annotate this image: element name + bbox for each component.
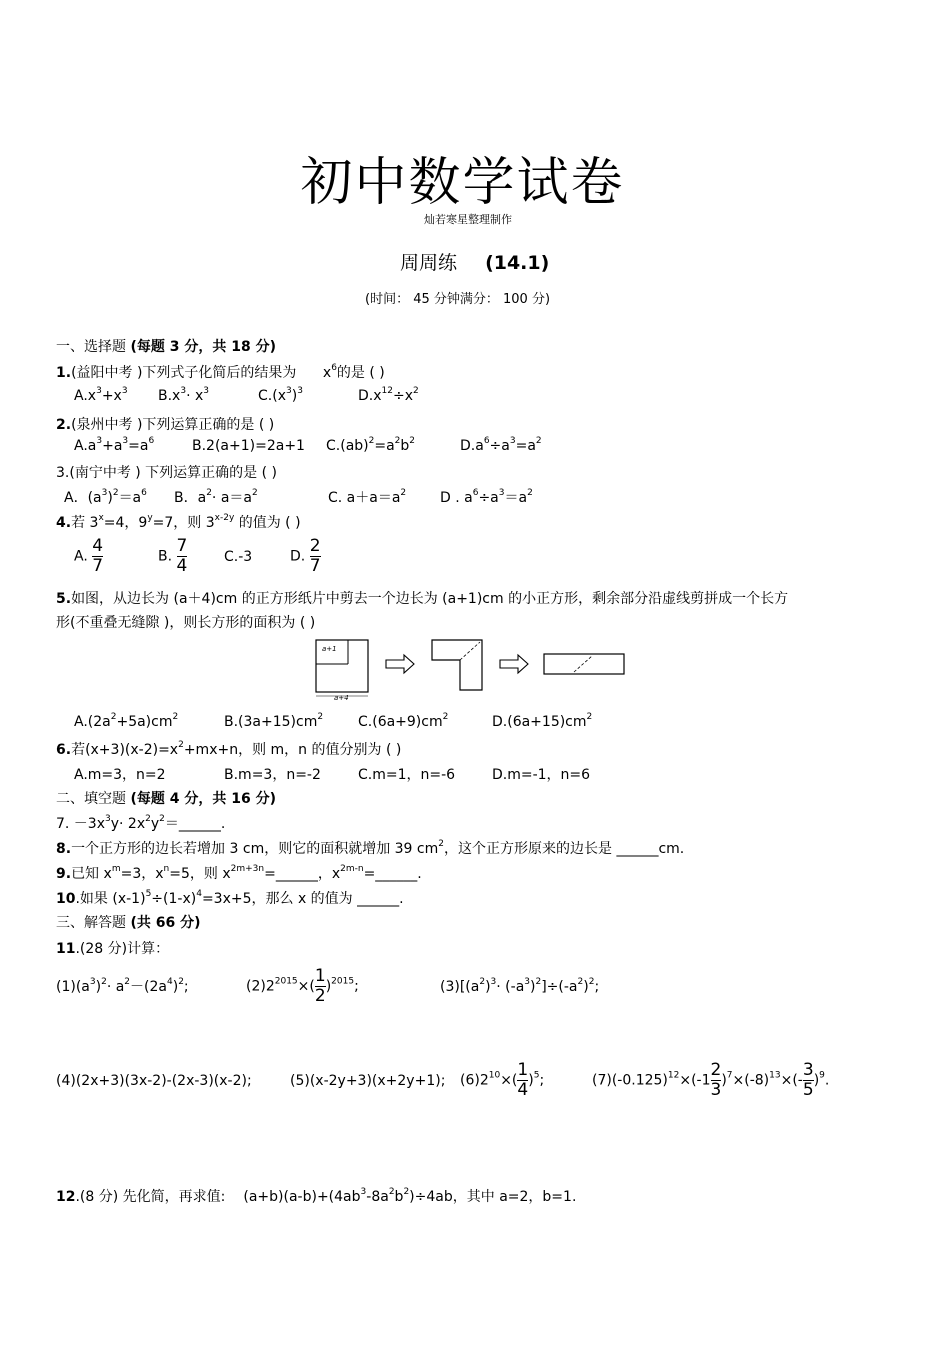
question-3: [56, 462, 277, 482]
arrow-icon: [386, 655, 414, 673]
question-number: 7.: [56, 816, 70, 832]
question-number: 2.: [56, 417, 72, 433]
section-label: 三、解答题: [56, 915, 131, 931]
question-number: 3.: [56, 465, 70, 481]
question-7: [56, 813, 225, 833]
option-c: C.m=1，n=-6: [358, 767, 456, 783]
question-number: 9.: [56, 866, 72, 882]
option-a: A．$(a^3)^2=a^6$: [64, 488, 147, 506]
question-number: 4.: [56, 515, 72, 531]
label-small-side: a+1: [322, 645, 337, 653]
question-5-options: [74, 714, 592, 730]
option-c: $C.(x^3)^3$: [258, 386, 303, 404]
option-d: D. $\frac{2}{7}$: [290, 536, 321, 576]
question-text: (泉州中考 )下列运算正确的是 ( ): [71, 417, 275, 433]
sub-question-1: $(1)(a^3)^2\cdot a^2-(2a^4)^2$;: [56, 976, 189, 995]
exam-code: (14.1): [485, 252, 550, 274]
sub-question-5: (5)(x-2y+3)(x+2y+1);: [290, 1072, 446, 1089]
question-text: 如图，从边长为 (a＋4)cm 的正方形纸片中剪去一个边长为 (a+1)cm 的小正方形，剩余部分沿虚线剪拼成一个长方: [71, 591, 789, 607]
question-number: 5.: [56, 591, 72, 607]
question-text: 若: [71, 742, 86, 758]
option-a: $A.x^3+x^3$: [74, 386, 128, 404]
question-text: .如果: [75, 891, 108, 907]
question-number: 10: [56, 891, 76, 907]
option-b: $B.x^3\cdot x^3$: [158, 386, 209, 404]
question-number: 8.: [56, 841, 72, 857]
dashed-cut-line: [460, 642, 480, 660]
option-c: C.-3: [224, 548, 253, 565]
dashed-line: [574, 656, 592, 672]
square-cut-figure: [312, 636, 628, 702]
question-text: (南宁中考 ) 下列运算正确的是 ( ): [69, 465, 278, 481]
option-a: $A.a^3+a^3=a^6$: [74, 436, 155, 454]
formula: $(a+b)(a-b)+(4ab^3-8a^2b^2)\div 4ab$: [243, 1187, 453, 1205]
option-a: A. $\frac{4}{7}$: [74, 536, 104, 576]
question-6-options: [74, 764, 590, 784]
sub-question-4: (4)(2x+3)(3x-2)-(2x-3)(x-2);: [56, 1072, 252, 1089]
question-9: [56, 863, 422, 883]
exam-heading: [400, 248, 549, 275]
question-5-line2: 形(不重叠无缝隙 )，则长方形的面积为 ( ): [56, 615, 316, 631]
option-d: $D.a^6\div a^3=a^2$: [460, 436, 542, 454]
option-c: $C.(ab)^2=a^2b^2$: [326, 436, 416, 454]
question-text: 若: [71, 515, 86, 531]
option-b: B.m=3，n=-2: [224, 767, 321, 783]
section-points: (每题 4 分，共 16 分): [130, 791, 276, 807]
question-2-options: [74, 438, 542, 454]
question-number: 6.: [56, 742, 72, 758]
formula: $x^6$: [322, 363, 337, 381]
question-1: [56, 362, 385, 382]
sub-question-7: $(7)(-0.125)^{12}\times(-1$ $\frac{2}{3}$ )$^7\times(-8)^{13}\times(-$ $\frac{3}{5}$ )$^9$.: [592, 1060, 830, 1100]
option-d: $D.(6a+15)cm^2$: [492, 712, 593, 730]
section-choice: [56, 336, 276, 356]
question-number: 1.: [56, 365, 72, 381]
exam-name: 周周练: [400, 252, 458, 274]
question-number: 12: [56, 1189, 76, 1205]
section-fill-in: [56, 788, 276, 808]
option-d: D.m=-1，n=6: [492, 767, 591, 783]
option-d: $D.x^{12}\div x^2$: [358, 386, 419, 404]
question-11: [56, 938, 169, 958]
question-tail: ，这个正方形原来的边长是 ______cm.: [444, 841, 685, 857]
section-points: (每题 3 分，共 18 分): [130, 339, 276, 355]
option-c: C. $a+a=a^2$: [328, 488, 407, 506]
question-number: 11: [56, 941, 76, 957]
sub-question-6: $(6)2^{10}\times$( $\frac{1}{4}$ )$^5$;: [460, 1060, 545, 1100]
formula: $(x+3)(x-2)=x^2+mx+n$，则 m，n 的值分别为 ( ): [85, 740, 402, 758]
option-b: B.2(a+1)=2a+1: [192, 438, 305, 454]
question-tail: 的是 ( ): [336, 365, 385, 381]
question-3-options: [64, 487, 533, 507]
label-big-side: a+4: [334, 694, 349, 702]
section-label: 一、选择题: [56, 339, 131, 355]
l-shape: [432, 640, 482, 690]
question-text: 一个正方形的边长若增加 3 cm，则它的面积就增加 39 cm: [71, 841, 439, 857]
question-6: [56, 739, 401, 759]
formula: $-3x^3y\cdot 2x^2y^2$: [69, 814, 165, 832]
result-rectangle: [544, 654, 624, 674]
option-b: B. $\frac{7}{4}$: [158, 536, 188, 576]
question-5: [56, 588, 788, 608]
option-c: $C.(6a+9)cm^2$: [358, 712, 449, 730]
question-text: 已知: [71, 866, 100, 882]
question-11-row2: [56, 1062, 829, 1099]
option-d: D . $a^6\div a^3=a^2$: [440, 488, 533, 506]
question-text: .(8 分) 先化简，再求值:: [75, 1189, 226, 1205]
question-12: [56, 1186, 576, 1206]
option-a: $A.(2a^2+5a)cm^2$: [74, 712, 179, 730]
page-title: 初中数学试卷: [300, 153, 625, 213]
formula: $(x-1)^5\div(1-x)^4=3x+5$，那么 x 的值为 ______.: [107, 889, 404, 907]
arrow-icon: [500, 655, 528, 673]
option-b: $B.(3a+15)cm^2$: [224, 712, 324, 730]
section-solve: [56, 912, 200, 932]
formula: $3^x=4$，$9^y=7$，则 $3^{x-2y}$ 的值为 ( ): [89, 513, 301, 531]
sub-question-2: $(2)2^{2015}\times$( $\frac{1}{2}$ )$^{2015}$;: [246, 966, 359, 1006]
section-label: 二、填空题: [56, 791, 131, 807]
time-info: (时间： 45 分钟满分： 100 分): [365, 292, 551, 307]
question-1-options: [74, 388, 419, 404]
option-a: A.m=3，n=2: [74, 767, 166, 783]
question-4: [56, 512, 301, 532]
question-text: ＝______.: [164, 816, 226, 832]
question-10: [56, 888, 404, 908]
question-tail: ，其中 a=2，b=1.: [452, 1189, 577, 1205]
question-text: (益阳中考 )下列式子化简后的结果为: [71, 365, 297, 381]
page-subtitle: 灿若寒星整理制作: [424, 213, 512, 226]
question-8: 8.一个正方形的边长若增加 3 cm，则它的面积就增加 39 $cm^2$，这个正方形原来的边长是 ______cm.: [56, 839, 685, 857]
question-text: .(28 分)计算：: [75, 941, 170, 957]
sub-question-3: $(3)[(a^2)^3\cdot (-a^3)^2]\div(-a^2)^2$;: [440, 976, 600, 995]
question-4-options: [74, 538, 321, 575]
formula: $x^m=3$，$x^n=5$，则 $x^{2m+3n}=\_\_\_\_\_\_$，$x^{2m-n}=\_\_\_\_\_\_$.: [99, 864, 422, 882]
question-2: [56, 414, 274, 434]
section-points: (共 66 分): [130, 915, 201, 931]
question-11-row1: [56, 968, 599, 1005]
option-b: B．$a^2\cdot a=a^2$: [174, 488, 258, 506]
